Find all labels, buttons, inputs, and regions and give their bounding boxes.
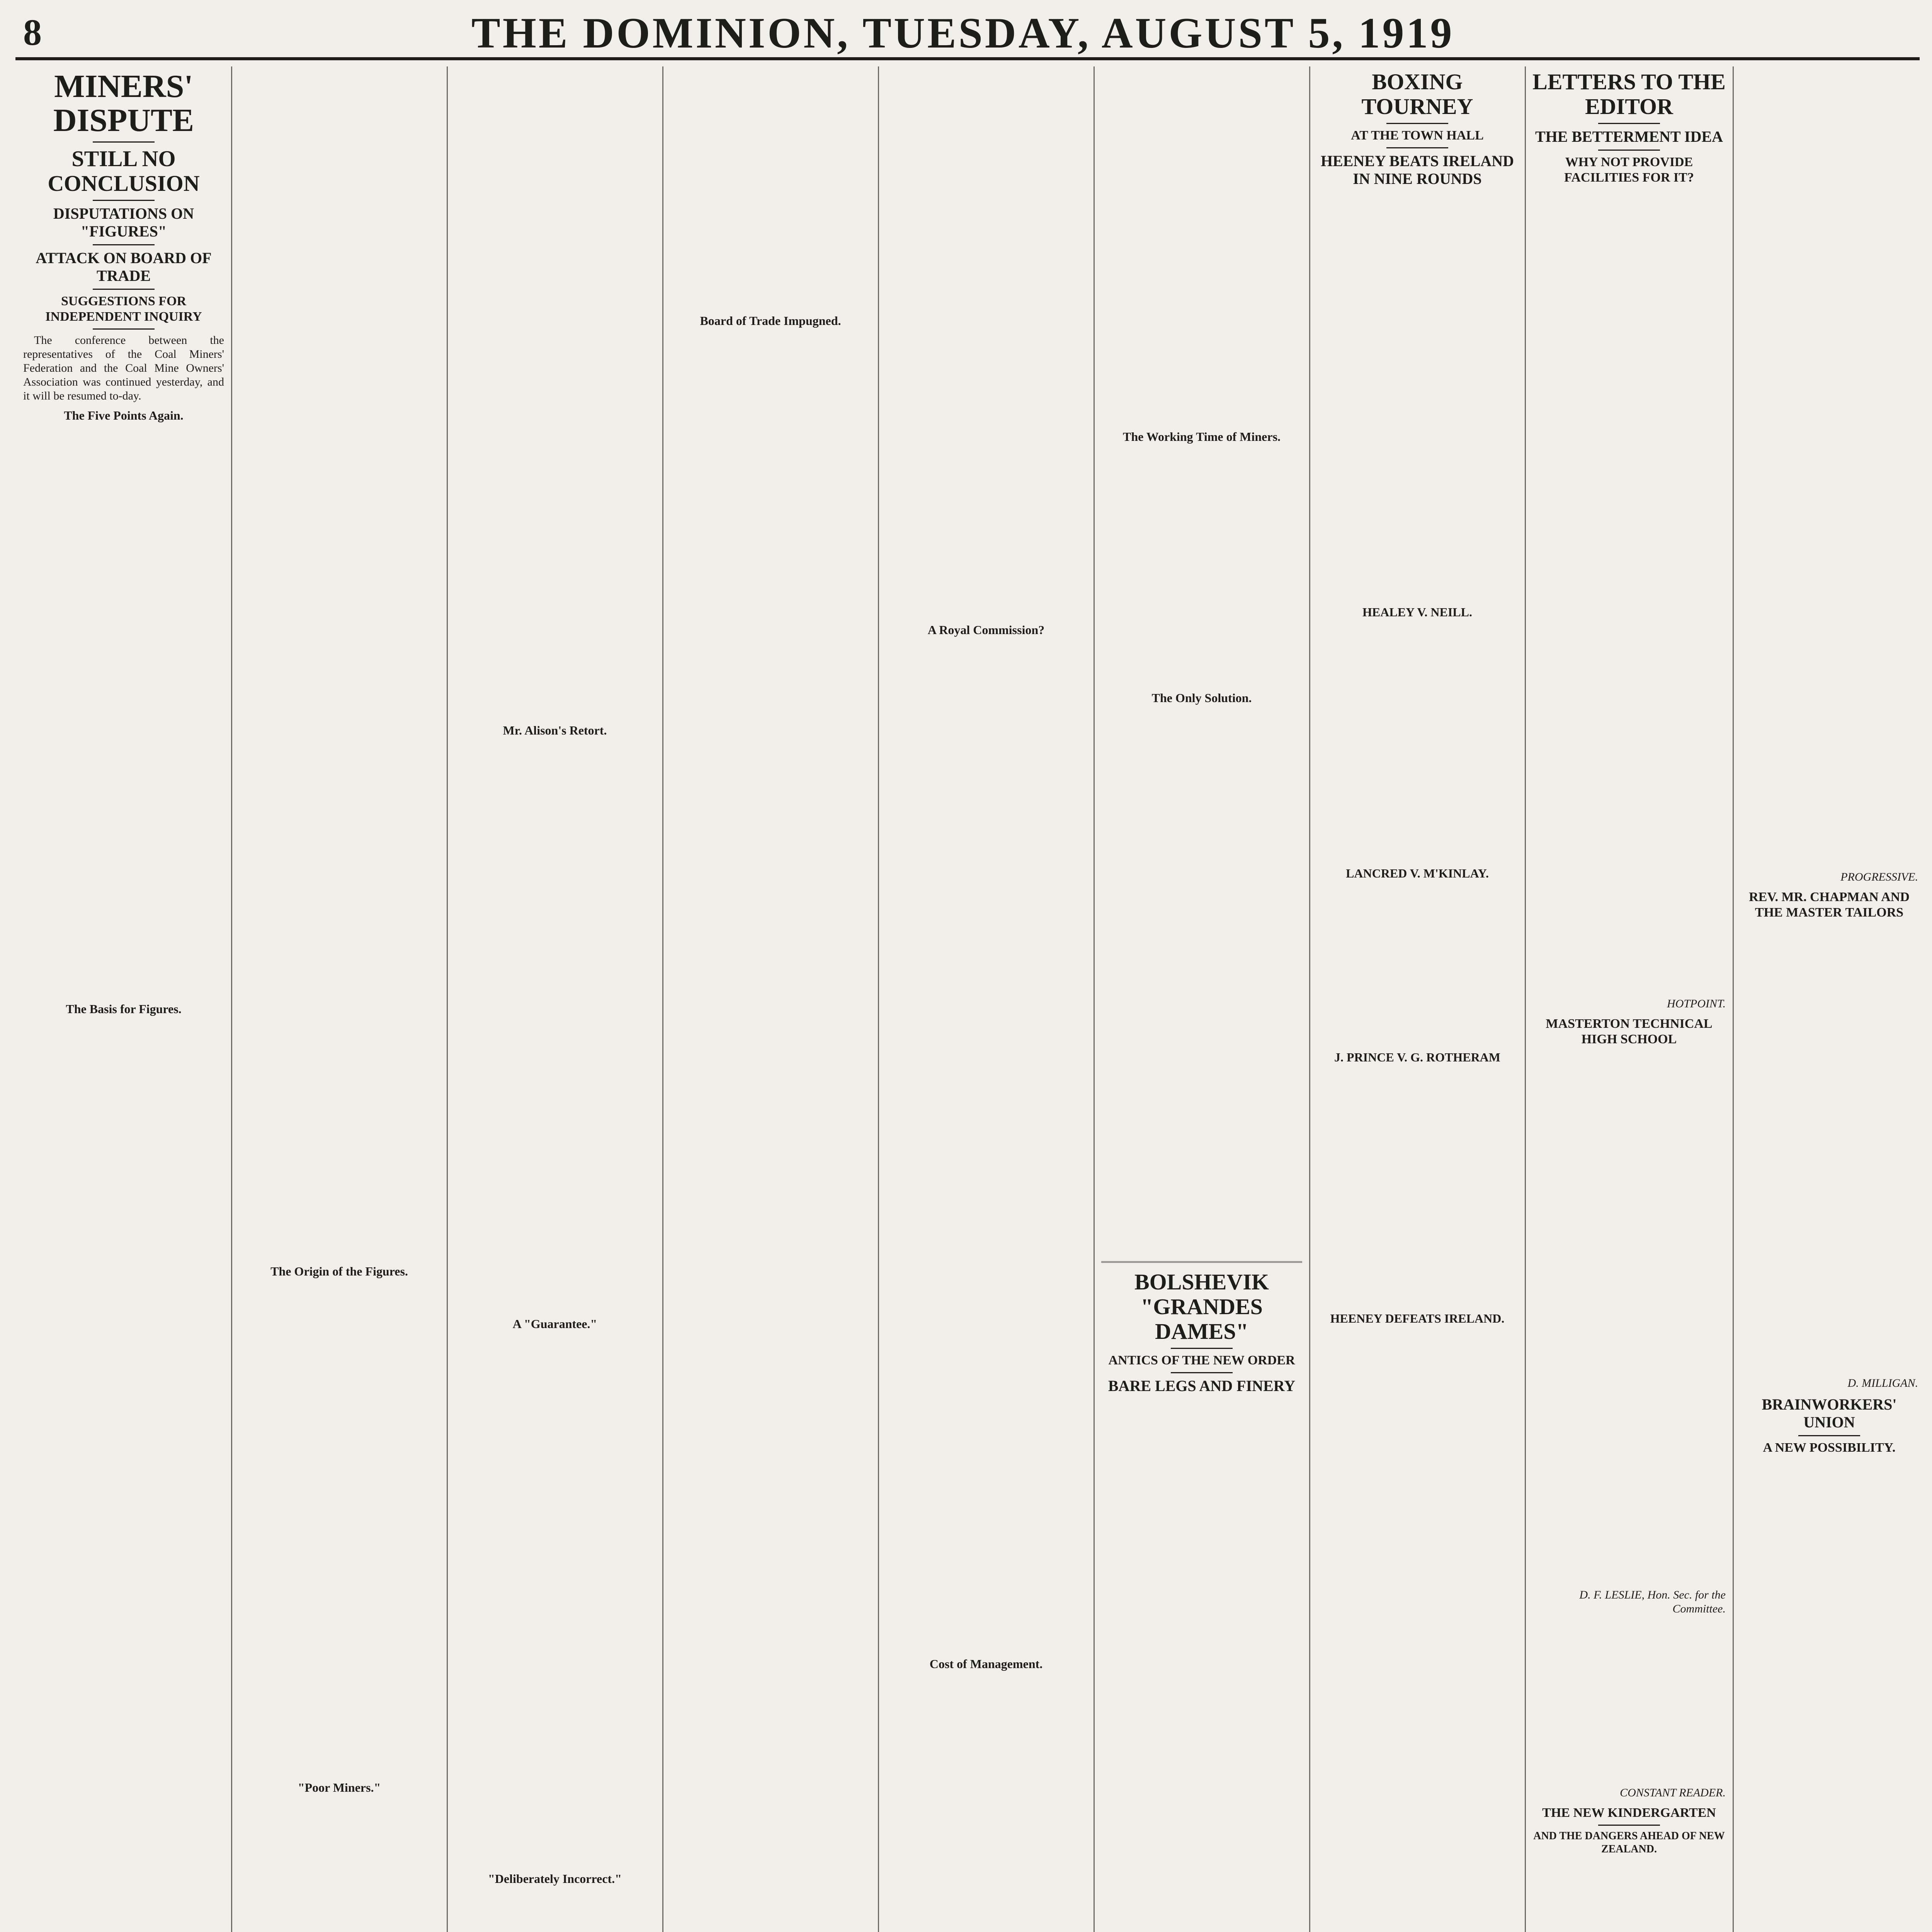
subhead-five-points: The Five Points Again. <box>64 408 184 422</box>
signature-leslie: D. F. LESLIE, Hon. Sec. for the Committee. <box>1579 1588 1726 1615</box>
column-5 <box>886 66 1087 1932</box>
subhead-origin: The Origin of the Figures. <box>270 1264 408 1278</box>
column-3 <box>454 66 655 1932</box>
column-7 <box>1317 66 1518 1932</box>
headline-antics: ANTICS OF THE NEW ORDER <box>1108 1353 1295 1367</box>
subhead-royal-commission: A Royal Commission? <box>927 623 1045 637</box>
headline-betterment: THE BETTERMENT IDEA <box>1535 128 1723 145</box>
signature-hotpoint: HOTPOINT. <box>1667 997 1726 1010</box>
subhead-heeney-defeats: HEENEY DEFEATS IRELAND. <box>1330 1311 1505 1325</box>
headline-inquiry: SUGGESTIONS FOR INDEPENDENT INQUIRY <box>45 294 202 324</box>
headline-boxing: BOXING TOURNEY <box>1361 69 1473 119</box>
headline-dangers: AND THE DANGERS AHEAD OF NEW ZEALAND. <box>1533 1830 1725 1855</box>
headline-board-of-trade: ATTACK ON BOARD OF TRADE <box>36 249 212 284</box>
subhead-working-time: The Working Time of Miners. <box>1122 430 1281 444</box>
headline-masterton: MASTERTON TECHNICAL HIGH SCHOOL <box>1546 1017 1713 1046</box>
column-8 <box>1532 66 1726 1932</box>
column-4 <box>670 66 871 1932</box>
subhead-lancred: LANCRED V. M'KINLAY. <box>1346 866 1489 880</box>
subhead-basis: The Basis for Figures. <box>66 1002 182 1016</box>
subhead-healey-neill: HEALEY V. NEILL. <box>1362 605 1472 619</box>
headline-bolshevik: BOLSHEVIK "GRANDES DAMES" <box>1134 1269 1269 1344</box>
headline-kindergarten: THE NEW KINDERGARTEN <box>1542 1806 1716 1820</box>
paper-title: THE DOMINION, TUESDAY, AUGUST 5, 1919 <box>471 9 1454 57</box>
page-number: 8 <box>23 12 42 53</box>
signature-milligan: D. MILLIGAN. <box>1847 1377 1918 1389</box>
headline-bare-legs: BARE LEGS AND FINERY <box>1108 1377 1296 1395</box>
subhead-board-impugned: Board of Trade Impugned. <box>700 314 841 328</box>
subhead-guarantee: A "Guarantee." <box>512 1317 597 1331</box>
headline-heeney: HEENEY BEATS IRELAND IN NINE ROUNDS <box>1320 152 1514 187</box>
headline-no-conclusion: STILL NO CONCLUSION <box>48 146 200 196</box>
signature-progressive: PROGRESSIVE. <box>1840 871 1918 883</box>
headline-figures: DISPUTATIONS ON "FIGURES" <box>53 205 194 240</box>
article-lede: The conference between the representatives of the Coal Miners' Federation and the Coal Mine Owners' Association was continued yesterday, and it will be resumed to-day. <box>23 334 224 402</box>
subhead-alison-retort: Mr. Alison's Retort. <box>503 723 607 737</box>
column-9 <box>1740 66 1918 1932</box>
subhead-prince-rotheram: J. PRINCE V. G. ROTHERAM <box>1334 1050 1500 1064</box>
subhead-deliberately-incorrect: "Deliberately Incorrect." <box>488 1872 622 1886</box>
headline-town-hall: AT THE TOWN HALL <box>1351 128 1484 143</box>
column-6 <box>1101 66 1302 1932</box>
subhead-poor-miners: "Poor Miners." <box>298 1781 381 1794</box>
headline-why-not: WHY NOT PROVIDE FACILITIES FOR IT? <box>1564 155 1694 185</box>
masthead <box>15 7 1920 60</box>
signature-constant-reader: CONSTANT READER. <box>1620 1786 1726 1799</box>
subhead-only-solution: The Only Solution. <box>1151 691 1252 705</box>
headline-miners: MINERS' DISPUTE <box>53 68 194 138</box>
subhead-cost-of-management: Cost of Management. <box>929 1657 1043 1671</box>
headline-letters: LETTERS TO THE EDITOR <box>1532 69 1726 119</box>
headline-chapman: REV. MR. CHAPMAN AND THE MASTER TAILORS <box>1749 890 1910 920</box>
column-2 <box>239 66 440 1932</box>
column-1 <box>23 66 224 1932</box>
headline-brainworkers: BRAINWORKERS' UNION <box>1762 1396 1897 1431</box>
headline-new-possibility: A NEW POSSIBILITY. <box>1763 1440 1896 1455</box>
